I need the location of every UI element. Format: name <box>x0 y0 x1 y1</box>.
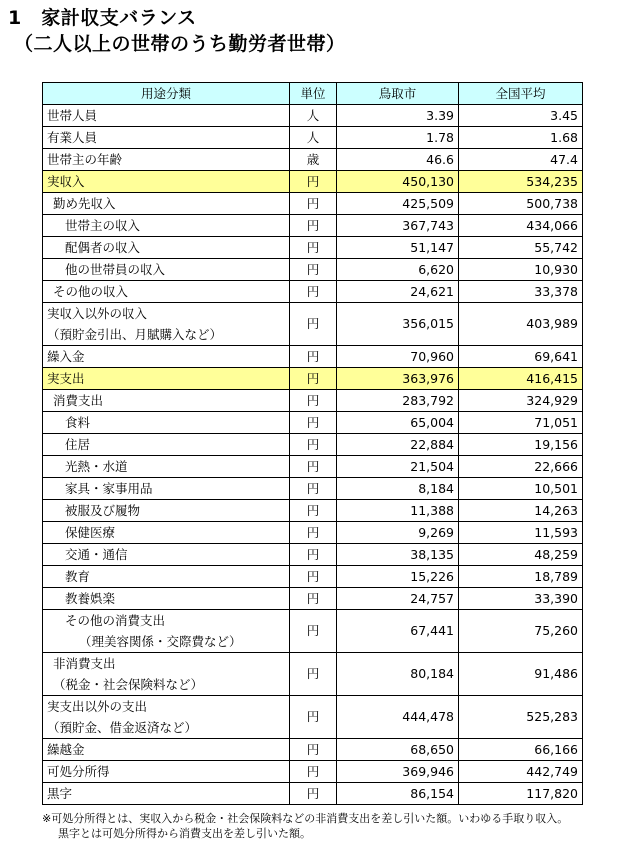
row-national-value: 534,235 <box>459 171 583 193</box>
page-subtitle: （二人以上の世帯のうち勤労者世帯） <box>14 33 346 55</box>
footnote-surplus: 黒字とは可処分所得から消費支出を差し引いた額。 <box>58 827 311 840</box>
table-row <box>43 237 583 259</box>
row-national-value: 1.68 <box>459 127 583 149</box>
row-label: その他の消費支出 <box>65 613 166 628</box>
row-national-value: 416,415 <box>459 368 583 390</box>
row-tottori-value: 356,015 <box>337 303 459 346</box>
row-national-value: 33,390 <box>459 588 583 610</box>
row-national-value: 11,593 <box>459 522 583 544</box>
row-national-value: 324,929 <box>459 390 583 412</box>
row-unit: 円 <box>290 215 337 237</box>
row-tottori-value: 9,269 <box>337 522 459 544</box>
row-tottori-value: 8,184 <box>337 478 459 500</box>
row-unit: 円 <box>290 412 337 434</box>
row-unit: 円 <box>290 193 337 215</box>
row-tottori-value: 21,504 <box>337 456 459 478</box>
row-label: 実支出 <box>43 368 290 390</box>
table-row <box>43 566 583 588</box>
row-national-value: 18,789 <box>459 566 583 588</box>
table-row <box>43 281 583 303</box>
row-tottori-value: 68,650 <box>337 739 459 761</box>
row-label: 実支出以外の支出 <box>47 699 148 714</box>
row-unit: 円 <box>290 544 337 566</box>
row-unit: 円 <box>290 259 337 281</box>
row-tottori-value: 67,441 <box>337 610 459 653</box>
row-tottori-value: 38,135 <box>337 544 459 566</box>
row-label-cell <box>43 610 290 653</box>
row-sublabel: （預貯金引出、月賦購入など） <box>47 327 223 342</box>
row-tottori-value: 363,976 <box>337 368 459 390</box>
row-label: 有業人員 <box>43 127 290 149</box>
budget-table <box>42 82 583 805</box>
row-tottori-value: 65,004 <box>337 412 459 434</box>
row-national-value: 33,378 <box>459 281 583 303</box>
row-label: 可処分所得 <box>43 761 290 783</box>
table-row <box>43 215 583 237</box>
row-national-value: 10,501 <box>459 478 583 500</box>
row-label: 家具・家事用品 <box>43 478 290 500</box>
footnote-disposable-income: ※可処分所得とは、実収入から税金・社会保険料などの非消費支出を差し引いた額。いわゆる手取り収入。 <box>42 812 569 825</box>
row-tottori-value: 367,743 <box>337 215 459 237</box>
row-label: その他の収入 <box>43 281 290 303</box>
page-title: 1 家計収支バランス <box>8 7 197 29</box>
row-label: 実収入以外の収入 <box>47 306 148 321</box>
row-sublabel: （税金・社会保険料など） <box>53 677 204 692</box>
row-national-value: 10,930 <box>459 259 583 281</box>
row-national-value: 75,260 <box>459 610 583 653</box>
table-row <box>43 149 583 171</box>
row-unit: 円 <box>290 588 337 610</box>
row-unit: 円 <box>290 390 337 412</box>
row-national-value: 69,641 <box>459 346 583 368</box>
row-tottori-value: 80,184 <box>337 653 459 696</box>
row-national-value: 3.45 <box>459 105 583 127</box>
row-national-value: 434,066 <box>459 215 583 237</box>
row-label: 世帯主の年齢 <box>43 149 290 171</box>
row-unit: 円 <box>290 281 337 303</box>
row-unit: 円 <box>290 739 337 761</box>
header-unit: 単位 <box>290 83 337 105</box>
row-tottori-value: 1.78 <box>337 127 459 149</box>
row-unit: 円 <box>290 696 337 739</box>
row-unit: 円 <box>290 761 337 783</box>
row-label: 繰越金 <box>43 739 290 761</box>
row-unit: 円 <box>290 566 337 588</box>
row-unit: 円 <box>290 610 337 653</box>
row-label: 住居 <box>43 434 290 456</box>
row-national-value: 91,486 <box>459 653 583 696</box>
row-unit: 円 <box>290 434 337 456</box>
row-unit: 円 <box>290 346 337 368</box>
row-label: 実収入 <box>43 171 290 193</box>
row-tottori-value: 425,509 <box>337 193 459 215</box>
header-tottori: 鳥取市 <box>337 83 459 105</box>
row-label: 繰入金 <box>43 346 290 368</box>
row-label: 黒字 <box>43 783 290 805</box>
table-header-row <box>43 83 583 105</box>
row-label: 交通・通信 <box>43 544 290 566</box>
row-national-value: 71,051 <box>459 412 583 434</box>
row-label: 保健医療 <box>43 522 290 544</box>
table-row-two-line <box>43 610 583 653</box>
table-row <box>43 456 583 478</box>
row-label: 非消費支出 <box>53 656 116 671</box>
row-unit: 円 <box>290 171 337 193</box>
row-label-cell <box>43 653 290 696</box>
table-row <box>43 412 583 434</box>
table-row <box>43 390 583 412</box>
row-unit: 歳 <box>290 149 337 171</box>
table-row <box>43 193 583 215</box>
row-label: 教育 <box>43 566 290 588</box>
row-label: 世帯主の収入 <box>43 215 290 237</box>
row-tottori-value: 86,154 <box>337 783 459 805</box>
row-tottori-value: 369,946 <box>337 761 459 783</box>
row-unit: 円 <box>290 653 337 696</box>
row-unit: 円 <box>290 237 337 259</box>
row-national-value: 66,166 <box>459 739 583 761</box>
row-unit: 円 <box>290 500 337 522</box>
row-label-cell <box>43 696 290 739</box>
table-row <box>43 544 583 566</box>
table-row <box>43 500 583 522</box>
row-unit: 円 <box>290 456 337 478</box>
row-national-value: 500,738 <box>459 193 583 215</box>
table-row <box>43 127 583 149</box>
row-national-value: 22,666 <box>459 456 583 478</box>
row-national-value: 117,820 <box>459 783 583 805</box>
table-row-highlight <box>43 368 583 390</box>
row-tottori-value: 3.39 <box>337 105 459 127</box>
row-national-value: 55,742 <box>459 237 583 259</box>
row-label: 配偶者の収入 <box>43 237 290 259</box>
row-tottori-value: 51,147 <box>337 237 459 259</box>
row-label: 教養娯楽 <box>43 588 290 610</box>
row-national-value: 14,263 <box>459 500 583 522</box>
row-tottori-value: 283,792 <box>337 390 459 412</box>
table-row <box>43 105 583 127</box>
table-row-highlight <box>43 171 583 193</box>
row-unit: 人 <box>290 127 337 149</box>
table-row <box>43 739 583 761</box>
row-tottori-value: 70,960 <box>337 346 459 368</box>
row-national-value: 48,259 <box>459 544 583 566</box>
row-unit: 円 <box>290 303 337 346</box>
row-tottori-value: 444,478 <box>337 696 459 739</box>
row-label: 他の世帯員の収入 <box>43 259 290 281</box>
table-row <box>43 259 583 281</box>
row-label-cell <box>43 303 290 346</box>
row-unit: 円 <box>290 478 337 500</box>
row-unit: 円 <box>290 783 337 805</box>
row-national-value: 525,283 <box>459 696 583 739</box>
row-unit: 円 <box>290 522 337 544</box>
row-tottori-value: 6,620 <box>337 259 459 281</box>
table-row <box>43 761 583 783</box>
row-unit: 円 <box>290 368 337 390</box>
header-category: 用途分類 <box>43 83 290 105</box>
table-row <box>43 783 583 805</box>
table-row <box>43 588 583 610</box>
row-tottori-value: 24,621 <box>337 281 459 303</box>
table-row-two-line <box>43 653 583 696</box>
table-row <box>43 522 583 544</box>
row-label: 勤め先収入 <box>43 193 290 215</box>
row-sublabel: （理美容関係・交際費など） <box>79 634 242 649</box>
row-sublabel: （預貯金、借金返済など） <box>47 720 198 735</box>
row-national-value: 19,156 <box>459 434 583 456</box>
row-tottori-value: 450,130 <box>337 171 459 193</box>
row-tottori-value: 22,884 <box>337 434 459 456</box>
row-tottori-value: 24,757 <box>337 588 459 610</box>
row-national-value: 403,989 <box>459 303 583 346</box>
table-row <box>43 434 583 456</box>
table-row-two-line <box>43 696 583 739</box>
row-label: 光熱・水道 <box>43 456 290 478</box>
row-label: 食料 <box>43 412 290 434</box>
row-national-value: 47.4 <box>459 149 583 171</box>
row-label: 消費支出 <box>43 390 290 412</box>
row-label: 世帯人員 <box>43 105 290 127</box>
row-tottori-value: 11,388 <box>337 500 459 522</box>
row-label: 被服及び履物 <box>43 500 290 522</box>
row-tottori-value: 15,226 <box>337 566 459 588</box>
row-national-value: 442,749 <box>459 761 583 783</box>
row-unit: 人 <box>290 105 337 127</box>
table-row <box>43 346 583 368</box>
row-tottori-value: 46.6 <box>337 149 459 171</box>
table-row-two-line <box>43 303 583 346</box>
header-national: 全国平均 <box>459 83 583 105</box>
table-row <box>43 478 583 500</box>
